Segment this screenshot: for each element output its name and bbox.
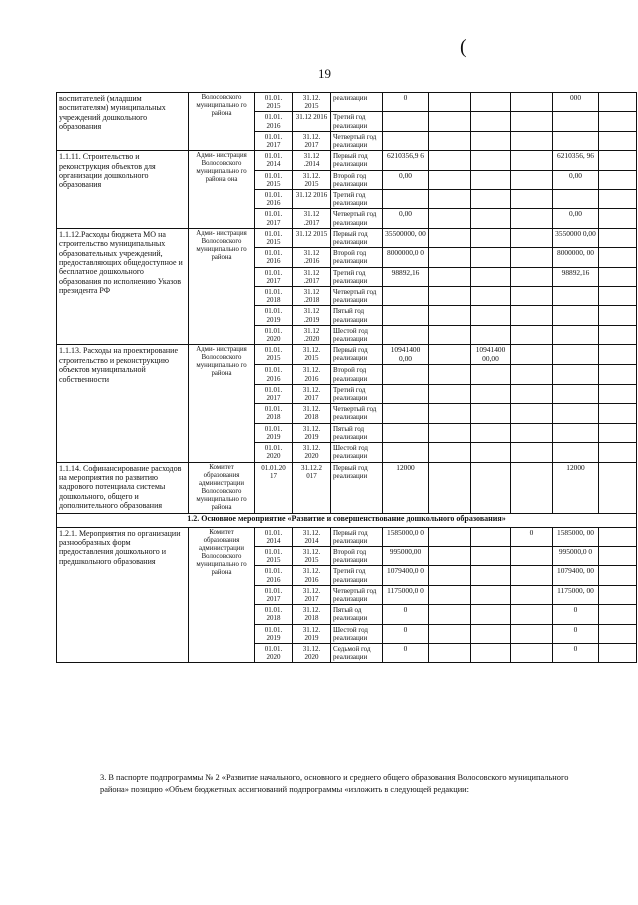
amount-cell [599, 546, 637, 565]
amount-cell [599, 131, 637, 150]
impl-year: Пятый од реализации [331, 605, 383, 624]
start-date: 01.01. 2015 [255, 345, 293, 365]
impl-year: Четвертый год реализации [331, 209, 383, 228]
amount-cell: 0,00 [553, 170, 599, 189]
amount-cell: 0 [383, 624, 429, 643]
amount-cell: 0 [383, 643, 429, 662]
amount-cell: 98892,16 [383, 267, 429, 286]
amount-cell [553, 287, 599, 306]
budget-table-wrap [56, 92, 596, 663]
end-date: 31.12. 2016 [293, 365, 331, 384]
amount-cell [383, 365, 429, 384]
amount-cell [429, 267, 471, 286]
amount-cell [511, 170, 553, 189]
amount-cell [429, 112, 471, 131]
amount-cell [383, 325, 429, 344]
amount-cell [429, 643, 471, 662]
amount-cell [471, 228, 511, 247]
start-date: 01.01. 2016 [255, 365, 293, 384]
amount-cell: 12000 [553, 462, 599, 513]
amount-cell [471, 585, 511, 604]
amount-cell [383, 443, 429, 462]
amount-cell: 10941400 0,00 [383, 345, 429, 365]
impl-year: Седьмой год реализации [331, 643, 383, 662]
amount-cell: 1079400,0 0 [383, 566, 429, 585]
end-date: 31.12 .2020 [293, 325, 331, 344]
start-date: 01.01. 2020 [255, 443, 293, 462]
amount-cell [599, 190, 637, 209]
end-date: 31.12 .2017 [293, 209, 331, 228]
executor: Комитет образования администрации Волосовского муниципально го района [189, 527, 255, 663]
amount-cell [511, 248, 553, 267]
end-date: 31.12. 2017 [293, 585, 331, 604]
amount-cell [429, 605, 471, 624]
amount-cell [383, 190, 429, 209]
amount-cell [599, 404, 637, 423]
amount-cell [511, 112, 553, 131]
impl-year: Пятый год реализации [331, 423, 383, 442]
impl-year: Шестой год реализации [331, 443, 383, 462]
page-number: 19 [318, 66, 331, 81]
amount-cell: 98892,16 [553, 267, 599, 286]
end-date: 31.12.2 017 [293, 462, 331, 513]
amount-cell [553, 365, 599, 384]
table-row [57, 462, 637, 513]
amount-cell [471, 643, 511, 662]
amount-cell: 35500000, 00 [383, 228, 429, 247]
end-date: 31.12 2015 [293, 228, 331, 247]
end-date: 31.12. 2015 [293, 546, 331, 565]
amount-cell [511, 404, 553, 423]
amount-cell [429, 423, 471, 442]
impl-year: Первый год реализации [331, 345, 383, 365]
impl-year: Первый год реализации [331, 527, 383, 546]
amount-cell [511, 643, 553, 662]
amount-cell [471, 267, 511, 286]
amount-cell [511, 546, 553, 565]
amount-cell: 995000,00 [383, 546, 429, 565]
table-row [57, 93, 637, 112]
amount-cell [471, 112, 511, 131]
amount-cell [471, 209, 511, 228]
amount-cell [471, 248, 511, 267]
amount-cell [429, 384, 471, 403]
start-date: 01.01. 2019 [255, 624, 293, 643]
impl-year: Четвертый год реализации [331, 404, 383, 423]
start-date: 01.01. 2020 [255, 643, 293, 662]
amount-cell [599, 325, 637, 344]
amount-cell [599, 93, 637, 112]
amount-cell [429, 170, 471, 189]
amount-cell [511, 345, 553, 365]
impl-year: Шестой год реализации [331, 325, 383, 344]
amount-cell: 1175000,0 0 [383, 585, 429, 604]
end-date: 31.12. 2015 [293, 93, 331, 112]
end-date: 31.12 .2018 [293, 287, 331, 306]
amount-cell [599, 423, 637, 442]
amount-cell [511, 228, 553, 247]
amount-cell: 0 [553, 624, 599, 643]
amount-cell: 8000000, 00 [553, 248, 599, 267]
amount-cell [429, 248, 471, 267]
amount-cell [553, 384, 599, 403]
amount-cell [383, 423, 429, 442]
table-row [57, 151, 637, 170]
end-date: 31.12 .2016 [293, 248, 331, 267]
amount-cell [511, 585, 553, 604]
amount-cell [429, 462, 471, 513]
amount-cell: 0 [383, 605, 429, 624]
amount-cell: 6210356, 96 [553, 151, 599, 170]
end-date: 31.12 .2019 [293, 306, 331, 325]
amount-cell [599, 585, 637, 604]
amount-cell [471, 605, 511, 624]
end-date: 31.12. 2015 [293, 345, 331, 365]
amount-cell: 0 [553, 605, 599, 624]
amount-cell: 3550000 0,00 [553, 228, 599, 247]
end-date: 31.12. 2019 [293, 624, 331, 643]
executor: Волосовского муниципально го района [189, 93, 255, 151]
amount-cell [553, 345, 599, 365]
executor: Комитет образования администрации Волосовского муниципально го района [189, 462, 255, 513]
activity-name: 1.1.11. Строительство и реконструкция объектов для организации дошкольного образования [57, 151, 189, 229]
activity-name: 1.2.1. Мероприятия по организации разнообразных форм предоставления дошкольного и предшкольного образования [57, 527, 189, 663]
section-header-row [57, 513, 637, 527]
end-date: 31.12. 2016 [293, 566, 331, 585]
amount-cell [429, 93, 471, 112]
start-date: 01.01. 2018 [255, 287, 293, 306]
amount-cell [599, 443, 637, 462]
impl-year: Четвертый год реализации [331, 585, 383, 604]
amount-cell [599, 365, 637, 384]
amount-cell [471, 306, 511, 325]
amount-cell [471, 462, 511, 513]
amount-cell [599, 209, 637, 228]
amount-cell [553, 190, 599, 209]
start-date: 01.01. 2019 [255, 423, 293, 442]
end-date: 31.12 2016 [293, 190, 331, 209]
amount-cell [599, 112, 637, 131]
amount-cell [383, 112, 429, 131]
start-date: 01.01. 2019 [255, 306, 293, 325]
amount-cell [599, 151, 637, 170]
corner-mark: ( [460, 36, 467, 58]
executor: Адми- нистрация Волосовского муниципально го района [189, 345, 255, 462]
table-row [57, 345, 637, 365]
amount-cell [383, 384, 429, 403]
start-date: 01.01. 2016 [255, 190, 293, 209]
impl-year: Первый год реализации [331, 151, 383, 170]
start-date: 01.01. 2015 [255, 228, 293, 247]
impl-year: Третий год реализации [331, 566, 383, 585]
start-date: 01.01. 2017 [255, 267, 293, 286]
amount-cell [429, 228, 471, 247]
impl-year: Четвертый год реализации [331, 287, 383, 306]
amount-cell [511, 267, 553, 286]
amount-cell [429, 209, 471, 228]
start-date: 01.01. 2015 [255, 170, 293, 189]
end-date: 31.12. 2017 [293, 384, 331, 403]
amount-cell: 0,00 [383, 209, 429, 228]
amount-cell: 0 [511, 527, 553, 546]
amount-cell [429, 131, 471, 150]
amount-cell [471, 325, 511, 344]
executor: Адми- нистрация Волосовского муниципально го района она [189, 151, 255, 229]
amount-cell [429, 325, 471, 344]
impl-year: Первый год реализации [331, 462, 383, 513]
amount-cell [511, 443, 553, 462]
amount-cell [429, 585, 471, 604]
amount-cell: 0 [383, 93, 429, 112]
start-date: 01.01. 2016 [255, 112, 293, 131]
amount-cell [471, 287, 511, 306]
start-date: 01.01. 2020 [255, 325, 293, 344]
amount-cell: 0,00 [553, 209, 599, 228]
start-date: 01.01.20 17 [255, 462, 293, 513]
amount-cell [553, 112, 599, 131]
amount-cell [599, 643, 637, 662]
amount-cell [471, 527, 511, 546]
end-date: 31.12 .2017 [293, 267, 331, 286]
amount-cell: 8000000,0 0 [383, 248, 429, 267]
impl-year: Второй год реализации [331, 546, 383, 565]
amount-cell [429, 527, 471, 546]
end-date: 31.12 .2014 [293, 151, 331, 170]
amount-cell [511, 462, 553, 513]
amount-cell [471, 190, 511, 209]
amount-cell [599, 527, 637, 546]
amount-cell [471, 384, 511, 403]
amount-cell [511, 131, 553, 150]
footer-paragraph: 3. В паспорте подпрограммы № 2 «Развитие начального, основного и среднего общего образования Волосовского муниципального района» позицию «Объем бюджетных ассигнований подпрограммы «изложить в следующей редакции: [100, 773, 569, 794]
amount-cell [553, 423, 599, 442]
amount-cell [471, 131, 511, 150]
amount-cell [429, 151, 471, 170]
amount-cell [471, 423, 511, 442]
amount-cell [511, 151, 553, 170]
amount-cell [429, 624, 471, 643]
start-date: 01.01. 2014 [255, 151, 293, 170]
start-date: 01.01. 2017 [255, 585, 293, 604]
executor: Адми- нистрация Волосовского муниципально го района [189, 228, 255, 344]
budget-table [56, 92, 637, 663]
amount-cell [599, 624, 637, 643]
amount-cell [599, 384, 637, 403]
amount-cell [471, 151, 511, 170]
amount-cell [599, 248, 637, 267]
amount-cell [383, 404, 429, 423]
amount-cell [599, 287, 637, 306]
amount-cell: 12000 [383, 462, 429, 513]
amount-cell [511, 190, 553, 209]
amount-cell [429, 404, 471, 423]
end-date: 31.12. 2015 [293, 170, 331, 189]
activity-name: 1.1.14. Софинансирование расходов на мероприятия по развитию кадрового потенциала системы дошкольного, общего и дополнительного образования [57, 462, 189, 513]
amount-cell [383, 306, 429, 325]
amount-cell [599, 306, 637, 325]
amount-cell [553, 443, 599, 462]
impl-year: Первый год реализации [331, 228, 383, 247]
amount-cell [553, 325, 599, 344]
start-date: 01.01. 2017 [255, 131, 293, 150]
amount-cell: 10941400 00,00 [471, 345, 511, 365]
impl-year: Третий год реализации [331, 267, 383, 286]
end-date: 31.12 2016 [293, 112, 331, 131]
amount-cell [511, 384, 553, 403]
amount-cell [471, 365, 511, 384]
section-header: 1.2. Основное мероприятие «Развитие и совершенствование дошкольного образования» [57, 513, 637, 527]
amount-cell [429, 306, 471, 325]
start-date: 01.01. 2015 [255, 93, 293, 112]
activity-name: 1.1.13. Расходы на проектирование строительство и реконструкцию объектов муниципальной собственности [57, 345, 189, 462]
start-date: 01.01. 2017 [255, 209, 293, 228]
start-date: 01.01. 2016 [255, 566, 293, 585]
amount-cell [599, 345, 637, 365]
end-date: 31.12. 2018 [293, 404, 331, 423]
amount-cell [471, 546, 511, 565]
end-date: 31.12. 2019 [293, 423, 331, 442]
amount-cell [383, 287, 429, 306]
amount-cell [553, 404, 599, 423]
start-date: 01.01. 2014 [255, 527, 293, 546]
table-row [57, 527, 637, 546]
amount-cell [471, 624, 511, 643]
amount-cell [471, 93, 511, 112]
table-row [57, 228, 637, 247]
amount-cell: 6210356,9 6 [383, 151, 429, 170]
impl-year: Третий год реализации [331, 384, 383, 403]
end-date: 31.12. 2017 [293, 131, 331, 150]
end-date: 31.12. 2020 [293, 643, 331, 662]
amount-cell [599, 566, 637, 585]
amount-cell [511, 423, 553, 442]
impl-year: Второй год реализации [331, 248, 383, 267]
amount-cell [553, 306, 599, 325]
amount-cell: 0 [553, 643, 599, 662]
amount-cell [511, 287, 553, 306]
start-date: 01.01. 2015 [255, 546, 293, 565]
impl-year: Четвертый год реализации [331, 131, 383, 150]
amount-cell [429, 443, 471, 462]
amount-cell: 995000,0 0 [553, 546, 599, 565]
amount-cell [429, 566, 471, 585]
amount-cell [511, 325, 553, 344]
amount-cell [553, 131, 599, 150]
amount-cell [429, 546, 471, 565]
amount-cell [471, 404, 511, 423]
amount-cell [429, 287, 471, 306]
amount-cell [471, 566, 511, 585]
amount-cell: 000 [553, 93, 599, 112]
amount-cell [429, 190, 471, 209]
activity-name: воспитателей (младшим воспитателям) муниципальных учреждений дошкольного образования [57, 93, 189, 151]
impl-year: Третий год реализации [331, 190, 383, 209]
amount-cell: 1585000,0 0 [383, 527, 429, 546]
end-date: 31.12. 2020 [293, 443, 331, 462]
amount-cell [429, 345, 471, 365]
amount-cell [511, 365, 553, 384]
impl-year: Третий год реализации [331, 112, 383, 131]
start-date: 01.01. 2016 [255, 248, 293, 267]
amount-cell [511, 93, 553, 112]
start-date: 01.01. 2017 [255, 384, 293, 403]
amount-cell [511, 605, 553, 624]
amount-cell [511, 624, 553, 643]
amount-cell: 1079400, 00 [553, 566, 599, 585]
impl-year: Пятый год реализации [331, 306, 383, 325]
impl-year: Второй год реализации [331, 170, 383, 189]
amount-cell [599, 267, 637, 286]
amount-cell [511, 306, 553, 325]
amount-cell: 1585000, 00 [553, 527, 599, 546]
amount-cell [599, 228, 637, 247]
amount-cell: 0,00 [383, 170, 429, 189]
amount-cell [511, 209, 553, 228]
end-date: 31.12. 2014 [293, 527, 331, 546]
amount-cell [599, 170, 637, 189]
start-date: 01.01. 2018 [255, 404, 293, 423]
amount-cell [511, 566, 553, 585]
amount-cell [599, 605, 637, 624]
amount-cell: 1175000, 00 [553, 585, 599, 604]
start-date: 01.01. 2018 [255, 605, 293, 624]
amount-cell [383, 131, 429, 150]
impl-year: Шестой год реализации [331, 624, 383, 643]
amount-cell [429, 365, 471, 384]
impl-year: реализации [331, 93, 383, 112]
amount-cell [471, 443, 511, 462]
impl-year: Второй год реализации [331, 365, 383, 384]
activity-name: 1.1.12.Расходы бюджета МО на строительство муниципальных образовательных учреждений, предоставляющих общедоступное и бесплатное дошкольного образования по исполнению Указов президента РФ [57, 228, 189, 344]
end-date: 31.12. 2018 [293, 605, 331, 624]
amount-cell [471, 170, 511, 189]
amount-cell [599, 462, 637, 513]
